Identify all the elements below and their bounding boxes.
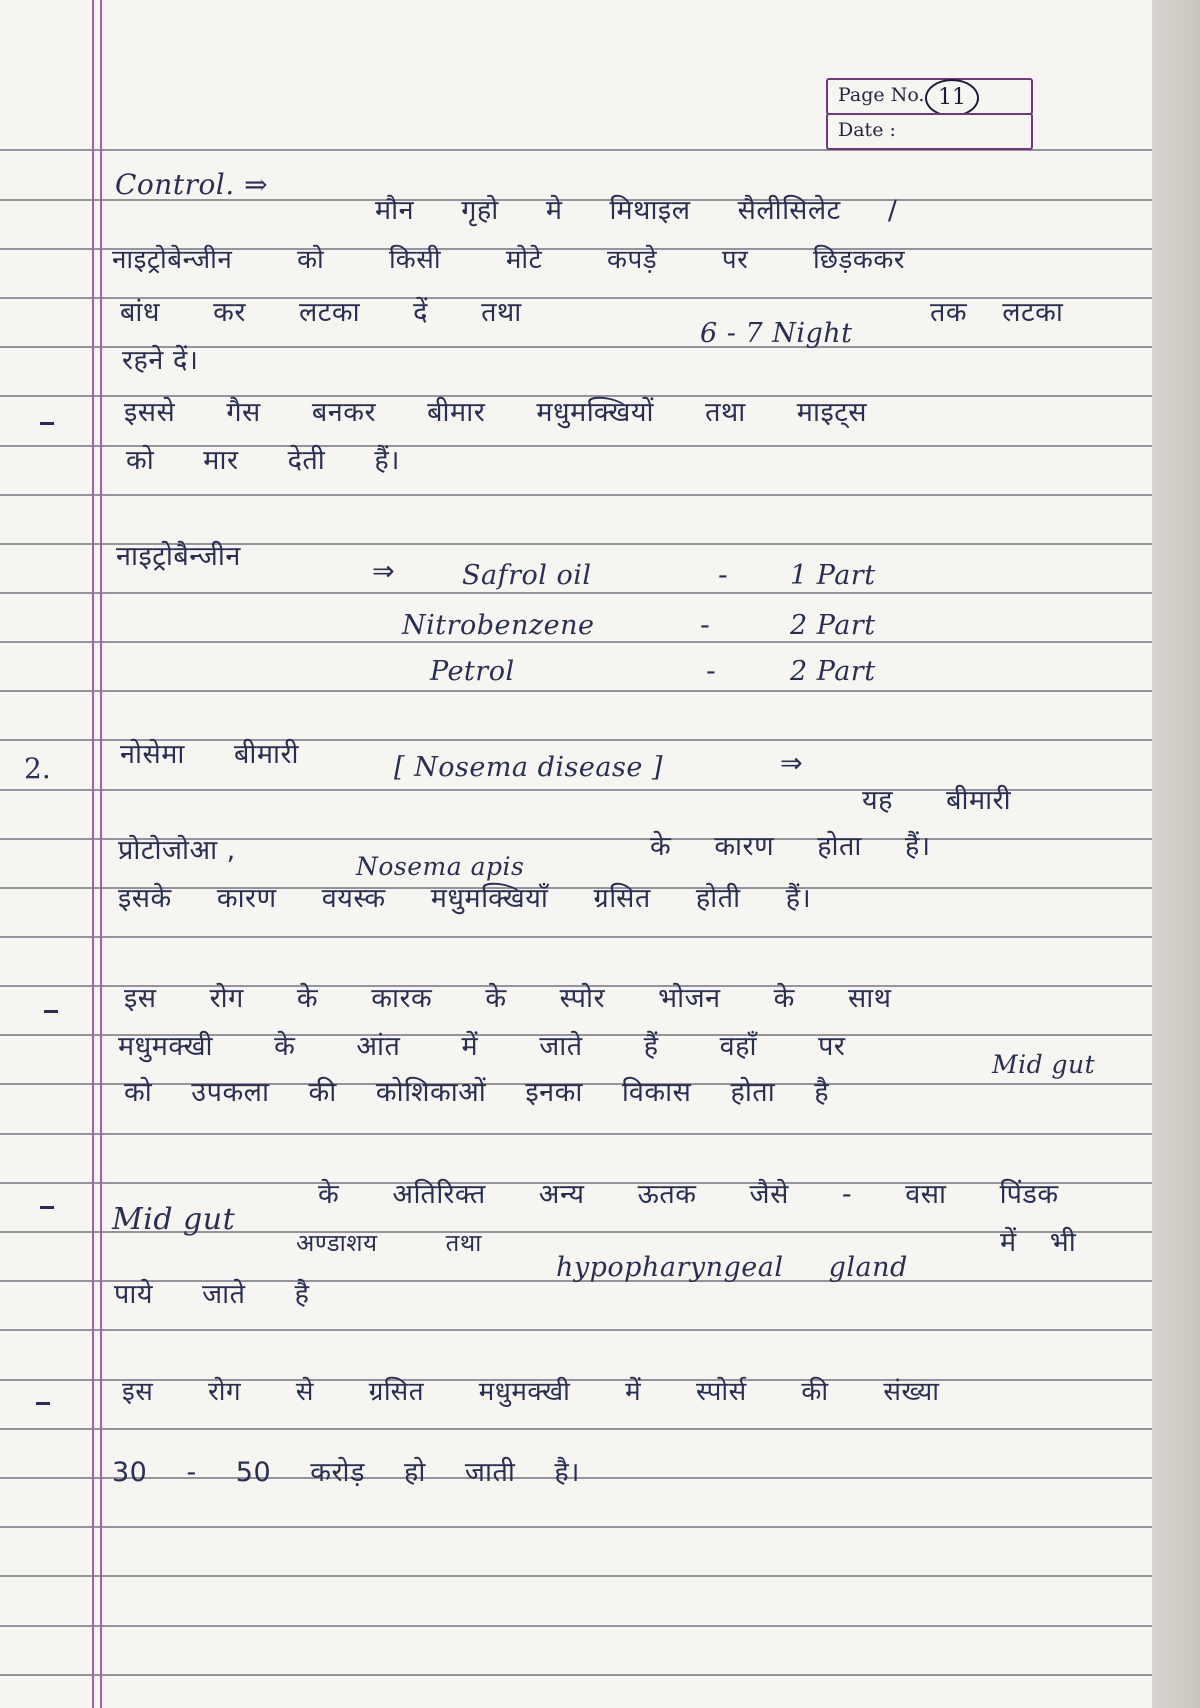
mixture-row-2-sep: - — [700, 610, 711, 641]
mixture-row-3-name: Petrol — [430, 656, 515, 687]
date-label: Date : — [838, 119, 896, 141]
nosema-p2-line-2b: में भी — [1000, 1227, 1077, 1258]
control-line-2: नाइट्रोबेन्जीन को किसी मोटे कपड़े पर छिड़ककर — [112, 245, 905, 275]
date-box — [826, 113, 1033, 150]
margin-line-right — [100, 0, 102, 1708]
page-no-label: Page No. — [838, 84, 925, 106]
nosema-p1-midgut: Mid gut — [992, 1050, 1096, 1079]
page-no-value: 11 — [925, 79, 979, 117]
page-no-box — [826, 78, 1033, 115]
nosema-line-3: इसके कारण वयस्क मधुमक्खियाँ ग्रसित होती हैं। — [118, 883, 812, 914]
mixture-arrow: ⇒ — [372, 556, 396, 587]
nosema-p2-line-3a: पाये जाते है — [114, 1279, 310, 1310]
nosema-species: Nosema apis — [356, 852, 525, 881]
control-line-6: को मार देती हैं। — [126, 445, 400, 476]
mixture-row-1-name: Safrol oil — [462, 560, 592, 591]
mixture-label: नाइट्रोबैन्जीन — [116, 541, 241, 572]
nosema-p2-midgut: Mid gut — [112, 1202, 236, 1237]
bullet-dash-4 — [36, 1402, 50, 1405]
control-line-3a: बांध कर लटका दें तथा — [120, 297, 522, 328]
control-line-3b: 6 - 7 Night — [700, 318, 853, 349]
section-number: 2. — [24, 752, 51, 785]
nosema-arrow: ⇒ — [780, 748, 804, 779]
margin-line-left — [92, 0, 94, 1708]
nosema-line-1-right: यह बीमारी — [862, 785, 1012, 816]
nosema-p1-line-1: इस रोग के कारक के स्पोर भोजन के साथ — [124, 983, 892, 1014]
nosema-p2-line-2: अण्डाशय तथा — [296, 1229, 482, 1257]
nosema-p2-line-1: के अतिरिक्त अन्य ऊतक जैसे - वसा पिंडक — [318, 1179, 1059, 1210]
mixture-row-1-sep: - — [718, 560, 729, 591]
control-line-3c: तक लटका — [930, 297, 1064, 328]
mixture-row-1-qty: 1 Part — [790, 560, 876, 591]
bullet-dash-2 — [44, 1010, 58, 1013]
mixture-row-3-sep: - — [706, 656, 717, 687]
nosema-p1-line-3: को उपकला की कोशिकाओं इनका विकास होता है — [124, 1077, 830, 1108]
mixture-row-2-qty: 2 Part — [790, 610, 876, 641]
nosema-p1-line-2: मधुमक्खी के आंत में जाते हैं वहाँ पर — [118, 1031, 846, 1062]
control-line-5: इससे गैस बनकर बीमार मधुमक्खियों तथा माइट्स — [124, 397, 868, 428]
nosema-line-2b: के कारण होता हैं। — [650, 831, 931, 862]
nosema-p3-line-2: 30 - 50 करोड़ हो जाती है। — [112, 1457, 580, 1488]
nosema-p3-line-1: इस रोग से ग्रसित मधुमक्खी में स्पोर्स की संख्या — [122, 1377, 940, 1407]
page-edge-shadow — [1152, 0, 1200, 1708]
nosema-title-en: [ Nosema disease ] — [394, 752, 663, 783]
control-heading: Control. ⇒ — [115, 168, 269, 201]
mixture-row-3-qty: 2 Part — [790, 656, 876, 687]
bullet-dash-1 — [40, 422, 54, 425]
control-line-4: रहने दें। — [122, 345, 199, 376]
mixture-row-2-name: Nitrobenzene — [402, 610, 595, 641]
nosema-p2-gland: hypopharyngeal gland — [556, 1252, 908, 1283]
control-line-1: मौन गृहो मे मिथाइल सैलीसिलेट / — [375, 195, 898, 226]
nosema-title: नोसेमा बीमारी — [120, 739, 300, 770]
nosema-line-2a: प्रोटोजोआ , — [118, 835, 236, 866]
bullet-dash-3 — [40, 1206, 54, 1209]
